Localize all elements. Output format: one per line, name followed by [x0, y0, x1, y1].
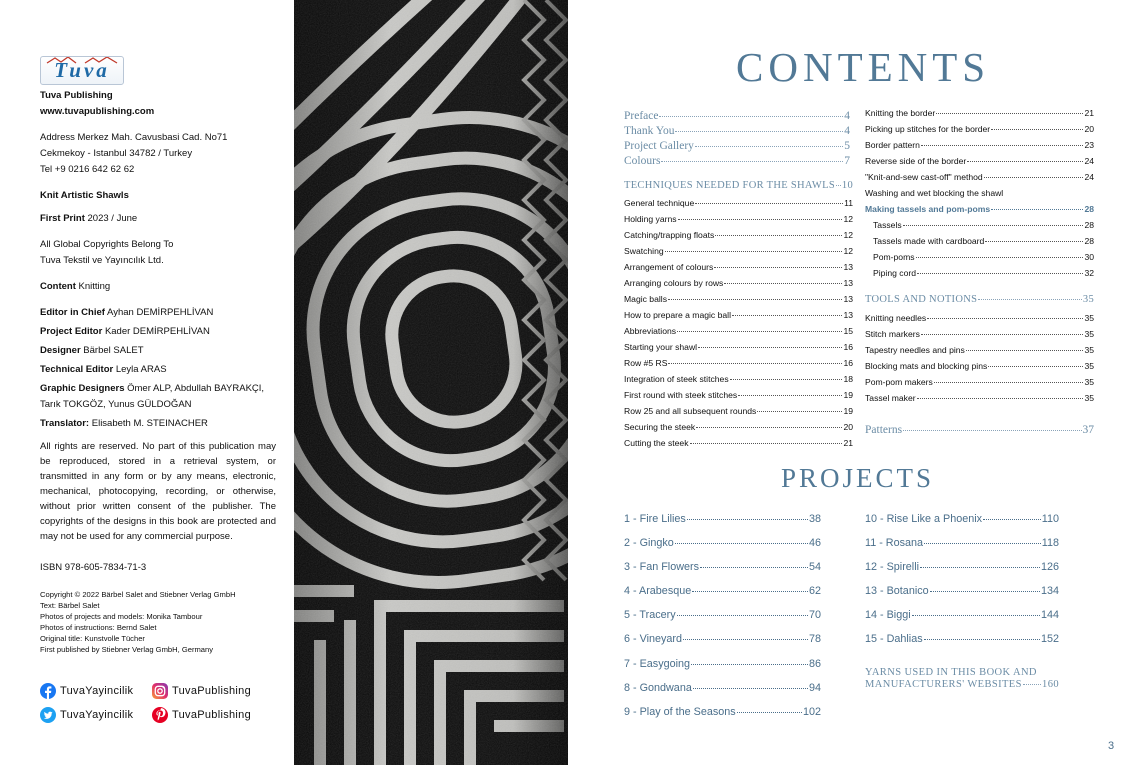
- toc-entry[interactable]: [624, 374, 853, 384]
- toc-page: 23: [1084, 140, 1094, 150]
- toc-entry[interactable]: [624, 422, 853, 432]
- graphic-label: Graphic Designers: [40, 383, 125, 394]
- dot-leader: [927, 318, 1083, 319]
- toc-label: Arranging colours by rows: [624, 278, 724, 288]
- project-page: 54: [808, 561, 821, 573]
- tech-editor-value: Leyla ARAS: [115, 364, 167, 375]
- project-entry[interactable]: [624, 633, 821, 645]
- dot-leader: [991, 209, 1083, 210]
- toc-page: 32: [1084, 268, 1094, 278]
- toc-entry[interactable]: [624, 406, 853, 416]
- credit-line: Photos of projects and models: Monika Tambour: [40, 612, 203, 621]
- toc-label: First round with steek stitches: [624, 390, 738, 400]
- designer-label: Designer: [40, 345, 81, 356]
- tuva-logo[interactable]: [40, 56, 124, 85]
- toc-entry[interactable]: [624, 438, 853, 448]
- copyright-line: Tuva Tekstil ve Yayıncılık Ltd.: [40, 255, 164, 266]
- dot-leader: [732, 315, 842, 316]
- toc-page: 35: [1084, 377, 1094, 387]
- toc-page: 28: [1084, 220, 1094, 230]
- project-page: 144: [1040, 609, 1059, 621]
- contents-heading: CONTENTS: [736, 44, 991, 90]
- project-entry[interactable]: [624, 609, 821, 621]
- project-entry[interactable]: [624, 537, 821, 549]
- toc-entry[interactable]: [624, 326, 853, 336]
- toc-subsection[interactable]: [865, 204, 1094, 214]
- project-entry[interactable]: [865, 585, 1059, 597]
- toc-page: 24: [1084, 172, 1094, 182]
- dot-leader: [984, 177, 1084, 178]
- logo-text: Tuva: [54, 58, 110, 82]
- dot-leader: [991, 129, 1083, 130]
- dot-leader: [675, 131, 843, 132]
- credit-line: Copyright © 2022 Bärbel Salet and Stiebner Verlag GmbH: [40, 590, 236, 599]
- dot-leader: [683, 639, 808, 640]
- toc-entry[interactable]: [624, 294, 853, 304]
- toc-page: 13: [843, 310, 853, 320]
- instagram-icon: [152, 683, 168, 699]
- toc-entry[interactable]: [624, 278, 853, 288]
- project-page: 118: [1041, 537, 1059, 549]
- toc-label: Starting your shawl: [624, 342, 698, 352]
- toc-page: 13: [843, 294, 853, 304]
- translator-value: Elisabeth M. STEINACHER: [91, 418, 208, 429]
- toc-label: Securing the steek: [624, 422, 696, 432]
- twitter-link[interactable]: [40, 707, 133, 723]
- project-page: 46: [808, 537, 821, 549]
- dot-leader: [917, 273, 1083, 274]
- toc-label: Picking up stitches for the border: [865, 124, 991, 134]
- project-entry[interactable]: [624, 513, 821, 525]
- project-label: 11 - Rosana: [865, 537, 924, 549]
- technical-editor: [40, 363, 167, 376]
- content-value: Knitting: [78, 281, 111, 292]
- isbn: ISBN 978-605-7834-71-3: [40, 562, 147, 573]
- dot-leader: [693, 688, 808, 689]
- toc-label: How to prepare a magic ball: [624, 310, 731, 320]
- toc-label: Reverse side of the border: [865, 156, 967, 166]
- credit-line: First published by Stiebner Verlag GmbH, Germany: [40, 645, 214, 654]
- toc-page: 35: [1084, 329, 1094, 339]
- dot-leader: [661, 161, 843, 162]
- credit-line: Original title: Kunstvolle Tücher: [40, 634, 145, 643]
- toc-entry[interactable]: [624, 390, 853, 400]
- toc-label: Row #5 RS: [624, 358, 668, 368]
- toc-entry[interactable]: [624, 310, 853, 320]
- toc-label: Pom-poms: [873, 252, 915, 262]
- twitter-icon: [40, 707, 56, 723]
- toc-label: Arrangement of colours: [624, 262, 714, 272]
- project-label: 14 - Biggi: [865, 609, 911, 621]
- toc-page: 18: [843, 374, 853, 384]
- graphic-designers-cont: Tarık TOKGÖZ, Yunus GÜLDOĞAN: [40, 399, 192, 410]
- toc-page: 12: [843, 214, 853, 224]
- dot-leader: [936, 113, 1083, 114]
- translator-label: Translator:: [40, 418, 90, 429]
- toc-label: Pom-pom makers: [865, 377, 933, 387]
- toc-label: Integration of steek stitches: [624, 374, 729, 384]
- dot-leader: [659, 116, 843, 117]
- project-label: 4 - Arabesque: [624, 585, 692, 597]
- toc-label: Piping cord: [873, 268, 916, 278]
- dot-leader: [714, 267, 842, 268]
- toc-label: Blocking mats and blocking pins: [865, 361, 988, 371]
- project-entry[interactable]: [865, 537, 1059, 549]
- designer: [40, 344, 144, 357]
- toc-page: 11: [844, 198, 853, 208]
- toc-page: 35: [1084, 313, 1094, 323]
- toc-label: "Knit-and-sew cast-off" method: [865, 172, 983, 182]
- toc-page: 7: [844, 155, 850, 167]
- toc-entry[interactable]: [865, 124, 1094, 134]
- toc-label: Stitch markers: [865, 329, 920, 339]
- project-page: 110: [1041, 513, 1059, 525]
- twitter-handle: TuvaYayincilik: [60, 709, 134, 721]
- toc-entry[interactable]: [624, 214, 853, 224]
- publisher-website[interactable]: www.tuvapublishing.com: [40, 106, 155, 117]
- content-label: Content: [40, 281, 76, 292]
- toc-entry[interactable]: [624, 140, 850, 152]
- toc-entry[interactable]: [865, 108, 1094, 118]
- project-label: 6 - Vineyard: [624, 633, 683, 645]
- dot-leader: [737, 712, 802, 713]
- toc-entry[interactable]: [865, 140, 1094, 150]
- facebook-icon: [40, 683, 56, 699]
- dot-leader: [677, 331, 842, 332]
- dot-leader: [917, 398, 1084, 399]
- toc-entry[interactable]: [624, 262, 853, 272]
- dot-leader: [675, 543, 808, 544]
- project-page: 38: [808, 513, 821, 525]
- toc-label: Washing and wet blocking the shawl: [865, 188, 1004, 198]
- dot-leader: [738, 395, 842, 396]
- toc-page: 24: [1084, 156, 1094, 166]
- toc-page: 20: [1084, 124, 1094, 134]
- project-editor: [40, 325, 210, 338]
- project-label: 2 - Gingko: [624, 537, 674, 549]
- dot-leader: [665, 251, 843, 252]
- address-line: Address Merkez Mah. Cavusbasi Cad. No71: [40, 132, 228, 143]
- project-label: 1 - Fire Lilies: [624, 513, 686, 525]
- toc-label: Knitting the border: [865, 108, 936, 118]
- toc-page: 20: [843, 422, 853, 432]
- project-label: 5 - Tracery: [624, 609, 676, 621]
- toc-entry[interactable]: [865, 424, 1094, 436]
- dot-leader: [692, 591, 808, 592]
- toc-label: TECHNIQUES NEEDED FOR THE SHAWLS: [624, 180, 835, 191]
- dot-leader: [715, 235, 842, 236]
- project-entry[interactable]: [624, 658, 821, 670]
- instagram-handle: TuvaPublishing: [172, 685, 252, 697]
- dot-leader: [934, 382, 1084, 383]
- toc-label: Knitting needles: [865, 313, 927, 323]
- dot-leader: [903, 225, 1084, 226]
- toc-label: Patterns: [865, 424, 903, 436]
- toc-page: 13: [843, 262, 853, 272]
- toc-section[interactable]: [624, 180, 853, 191]
- toc-entry[interactable]: [865, 377, 1094, 387]
- toc-page: 4: [844, 110, 850, 122]
- toc-entry[interactable]: [624, 342, 853, 352]
- dot-leader: [668, 299, 842, 300]
- dot-leader: [1023, 684, 1041, 685]
- project-page: 86: [808, 658, 821, 670]
- yarns-line-2: [865, 679, 1059, 691]
- project-entry[interactable]: [624, 682, 821, 694]
- toc-label: Row 25 and all subsequent rounds: [624, 406, 757, 416]
- toc-entry[interactable]: [873, 252, 1094, 262]
- copyright-line: All Global Copyrights Belong To: [40, 239, 174, 250]
- project-entry[interactable]: [865, 513, 1059, 525]
- toc-entry[interactable]: [624, 246, 853, 256]
- toc-page: 35: [1082, 294, 1094, 305]
- yarns-label: MANUFACTURERS' WEBSITES: [865, 679, 1022, 690]
- toc-page: 10: [841, 180, 853, 191]
- toc-label: Thank You: [624, 125, 675, 137]
- dot-leader: [988, 366, 1083, 367]
- facebook-handle: TuvaYayincilik: [60, 685, 134, 697]
- toc-page: 4: [844, 125, 850, 137]
- project-entry[interactable]: [624, 706, 821, 718]
- dot-leader: [691, 664, 808, 665]
- toc-label: Border pattern: [865, 140, 920, 150]
- content-line: [40, 280, 110, 293]
- project-page: 126: [1040, 561, 1059, 573]
- project-page: 78: [808, 633, 821, 645]
- pinterest-link[interactable]: [152, 707, 251, 723]
- toc-entry[interactable]: [624, 198, 853, 208]
- toc-entry[interactable]: [624, 110, 850, 122]
- toc-page: 12: [843, 246, 853, 256]
- toc-page: 21: [843, 438, 853, 448]
- toc-entry[interactable]: [865, 345, 1094, 355]
- instagram-link[interactable]: [152, 683, 251, 699]
- toc-page: 35: [1084, 393, 1094, 403]
- project-label: 15 - Dahlias: [865, 633, 923, 645]
- dot-leader: [930, 591, 1040, 592]
- project-entry[interactable]: [624, 585, 821, 597]
- toc-page: 21: [1084, 108, 1094, 118]
- dot-leader: [668, 363, 842, 364]
- yarns-page: 160: [1042, 679, 1059, 690]
- toc-label: Swatching: [624, 246, 664, 256]
- telephone: Tel +9 0216 642 62 62: [40, 164, 135, 175]
- dot-leader: [698, 347, 842, 348]
- dot-leader: [921, 334, 1084, 335]
- knitted-shawl-photo: [294, 0, 568, 765]
- first-print: [40, 212, 137, 225]
- tech-editor-label: Technical Editor: [40, 364, 114, 375]
- project-page: 152: [1040, 633, 1059, 645]
- toc-label: Project Gallery: [624, 140, 694, 152]
- toc-label: General technique: [624, 198, 695, 208]
- page-number: 3: [1108, 740, 1115, 752]
- imprint-column: [0, 0, 294, 765]
- toc-page: 19: [843, 390, 853, 400]
- yarns-line: YARNS USED IN THIS BOOK AND: [865, 667, 1037, 678]
- rights-statement: All rights are reserved. No part of this publication may be reproduced, stored in a retrieval system, or transmitted in any form or by any means, electronic, mechanical, photocopying, recording, or otherwise, without prior written consent of the publisher. The copyrights of the designs in this book are protected and may not be used for any commercial purpose.: [40, 441, 276, 542]
- dot-leader: [695, 146, 843, 147]
- toc-label: Making tassels and pom-poms: [865, 204, 991, 214]
- designer-value: Bärbel SALET: [83, 345, 144, 356]
- toc-label: Tapestry needles and pins: [865, 345, 965, 355]
- shawl-pattern-graphic: [294, 0, 568, 765]
- toc-label: Preface: [624, 110, 659, 122]
- toc-page: 35: [1084, 345, 1094, 355]
- editor-chief-value: Ayhan DEMİRPEHLİVAN: [107, 307, 214, 318]
- toc-label: Tassels: [873, 220, 902, 230]
- toc-label: Tassel maker: [865, 393, 916, 403]
- project-label: 13 - Botanico: [865, 585, 929, 597]
- publisher-name: Tuva Publishing: [40, 90, 113, 101]
- dot-leader: [687, 519, 808, 520]
- project-page: 94: [808, 682, 821, 694]
- pinterest-icon: [152, 707, 168, 723]
- projects-heading: PROJECTS: [781, 463, 935, 493]
- toc-page: 37: [1082, 424, 1094, 436]
- pinterest-handle: TuvaPublishing: [172, 709, 252, 721]
- dot-leader: [903, 430, 1081, 431]
- dot-leader: [724, 283, 842, 284]
- toc-label: TOOLS AND NOTIONS: [865, 294, 978, 305]
- toc-label: Catching/trapping floats: [624, 230, 715, 240]
- dot-leader: [678, 219, 843, 220]
- toc-entry[interactable]: [865, 172, 1094, 182]
- toc-entry[interactable]: [873, 220, 1094, 230]
- dot-leader: [677, 615, 808, 616]
- dot-leader: [921, 145, 1084, 146]
- dot-leader: [983, 519, 1041, 520]
- project-label: 9 - Play of the Seasons: [624, 706, 736, 718]
- toc-entry[interactable]: [624, 358, 853, 368]
- toc-label: Holding yarns: [624, 214, 677, 224]
- toc-label: Colours: [624, 155, 661, 167]
- toc-entry[interactable]: [865, 313, 1094, 323]
- project-page: 70: [808, 609, 821, 621]
- toc-page: 16: [843, 342, 853, 352]
- project-label: 3 - Fan Flowers: [624, 561, 699, 573]
- book-title: Knit Artistic Shawls: [40, 190, 129, 201]
- project-page: 134: [1040, 585, 1059, 597]
- toc-entry[interactable]: [873, 236, 1094, 246]
- project-editor-label: Project Editor: [40, 326, 103, 337]
- toc-entry[interactable]: [873, 268, 1094, 278]
- toc-entry[interactable]: [865, 188, 1094, 198]
- toc-page: 19: [843, 406, 853, 416]
- dot-leader: [924, 543, 1041, 544]
- dot-leader: [696, 427, 842, 428]
- credit-line: Photos of instructions: Bernd Salet: [40, 623, 157, 632]
- toc-page: 13: [843, 278, 853, 288]
- graphic-value: Ömer ALP, Abdullah BAYRAKÇI,: [127, 383, 265, 394]
- project-page: 102: [802, 706, 821, 718]
- toc-entry[interactable]: [624, 125, 850, 137]
- toc-entry[interactable]: [624, 230, 853, 240]
- dot-leader: [967, 161, 1083, 162]
- dot-leader: [695, 203, 843, 204]
- graphic-designers: [40, 382, 264, 395]
- toc-label: Cutting the steek: [624, 438, 689, 448]
- yarns-entry[interactable]: [865, 667, 1075, 691]
- toc-page: 5: [844, 140, 850, 152]
- toc-entry[interactable]: [865, 393, 1094, 403]
- project-label: 8 - Gondwana: [624, 682, 692, 694]
- toc-label: Tassels made with cardboard: [873, 236, 985, 246]
- credit-line: Text: Bärbel Salet: [40, 601, 100, 610]
- project-entry[interactable]: [865, 633, 1059, 645]
- dot-leader: [700, 567, 808, 568]
- project-label: 7 - Easygoing: [624, 658, 691, 670]
- first-print-label: First Print: [40, 213, 85, 224]
- project-label: 12 - Spirelli: [865, 561, 920, 573]
- toc-page: 35: [1084, 361, 1094, 371]
- project-entry[interactable]: [865, 609, 1059, 621]
- project-label: 10 - Rise Like a Phoenix: [865, 513, 983, 525]
- project-entry[interactable]: [865, 561, 1059, 573]
- dot-leader: [920, 567, 1040, 568]
- editor-in-chief: [40, 306, 213, 319]
- project-entry[interactable]: [624, 561, 821, 573]
- toc-page: 28: [1084, 204, 1094, 214]
- toc-entry[interactable]: [865, 329, 1094, 339]
- editor-chief-label: Editor in Chief: [40, 307, 105, 318]
- dot-leader: [690, 443, 843, 444]
- dot-leader: [985, 241, 1083, 242]
- toc-entry[interactable]: [865, 156, 1094, 166]
- toc-page: 30: [1084, 252, 1094, 262]
- translator: [40, 417, 208, 430]
- facebook-link[interactable]: [40, 683, 133, 699]
- project-editor-value: Kader DEMİRPEHLİVAN: [104, 326, 210, 337]
- dot-leader: [978, 299, 1082, 300]
- dot-leader: [916, 257, 1084, 258]
- toc-page: 28: [1084, 236, 1094, 246]
- toc-page: 12: [843, 230, 853, 240]
- dot-leader: [912, 615, 1040, 616]
- dot-leader: [924, 639, 1040, 640]
- toc-page: 16: [843, 358, 853, 368]
- first-print-value: 2023 / June: [87, 213, 138, 224]
- toc-page: 15: [843, 326, 853, 336]
- dot-leader: [966, 350, 1084, 351]
- dot-leader: [730, 379, 843, 380]
- dot-leader: [757, 411, 842, 412]
- toc-entry[interactable]: [865, 361, 1094, 371]
- dot-leader: [836, 185, 841, 186]
- toc-section[interactable]: [865, 294, 1094, 305]
- project-page: 62: [808, 585, 821, 597]
- toc-label: Abbreviations: [624, 326, 677, 336]
- toc-entry[interactable]: [624, 155, 850, 167]
- address-line: Cekmekoy - Istanbul 34782 / Turkey: [40, 148, 193, 159]
- toc-label: Magic balls: [624, 294, 667, 304]
